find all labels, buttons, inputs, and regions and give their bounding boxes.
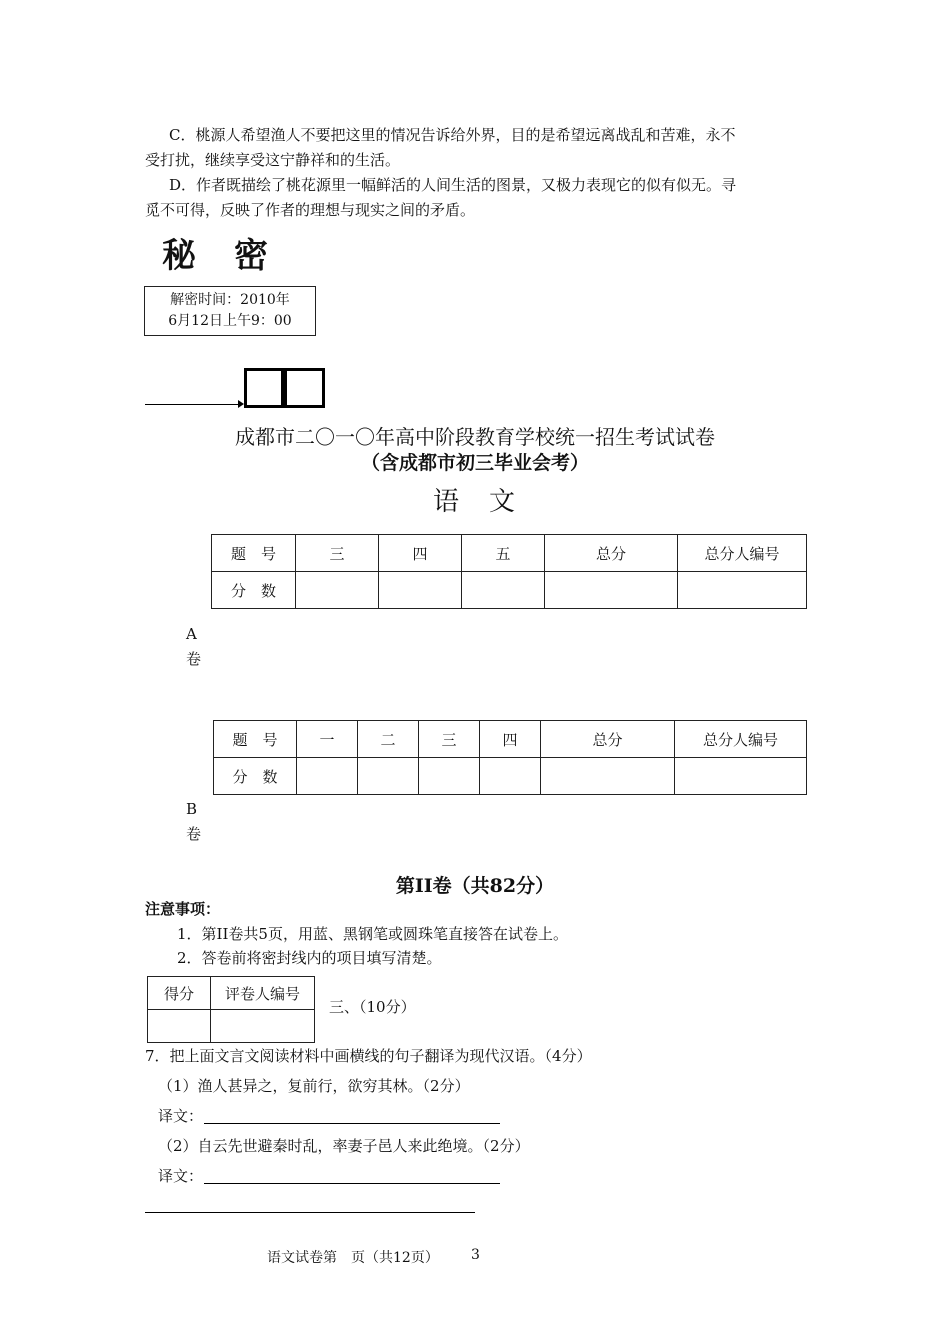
answer-2-line[interactable] xyxy=(204,1183,500,1184)
table-b-header: 二 xyxy=(358,721,419,758)
option-c-line1: C．桃源人希望渔人不要把这里的情况告诉给外界，目的是希望远离战乱和苦难，永不 xyxy=(169,126,736,144)
exam-title: 成都市二〇一〇年高中阶段教育学校统一招生考试试卷 xyxy=(235,425,715,449)
decrypt-line1: 解密时间：2010年 xyxy=(170,292,290,308)
number-box-1 xyxy=(244,368,284,408)
decrypt-line2: 6月12日上午9：00 xyxy=(168,313,292,329)
grader-id-header: 评卷人编号 xyxy=(211,977,315,1010)
table-b-header: 总分 xyxy=(541,721,675,758)
table-a-header: 四 xyxy=(379,535,462,572)
score-table-a xyxy=(211,534,807,609)
answer-extra-line[interactable] xyxy=(145,1212,475,1213)
table-b-header: 三 xyxy=(419,721,480,758)
option-c-line2: 受打扰，继续享受这宁静祥和的生活。 xyxy=(145,151,401,169)
question-7-2: （2）自云先世避秦时乱，率妻子邑人来此绝境。（2分） xyxy=(158,1137,530,1155)
table-a-cell[interactable] xyxy=(545,572,678,609)
table-b-header: 四 xyxy=(480,721,541,758)
grader-table xyxy=(147,976,315,1043)
table-b-cell[interactable] xyxy=(358,758,419,795)
table-a-cell[interactable] xyxy=(462,572,545,609)
decrypt-time-box xyxy=(144,286,316,336)
table-b-cell[interactable] xyxy=(541,758,675,795)
table-b-cell[interactable] xyxy=(480,758,541,795)
label-a-juan: 卷 xyxy=(186,650,202,668)
grader-id-cell[interactable] xyxy=(211,1010,315,1043)
question-7-1: （1）渔人甚异之，复前行，欲穷其林。（2分） xyxy=(158,1077,470,1095)
table-a-header: 五 xyxy=(462,535,545,572)
table-b-header: 题 号 xyxy=(214,721,297,758)
table-a-header: 题 号 xyxy=(212,535,296,572)
question-7-stem: 7．把上面文言文阅读材料中画横线的句子翻译为现代汉语。（4分） xyxy=(145,1047,592,1065)
answer-1-line[interactable] xyxy=(204,1123,500,1124)
answer-1-label: 译文： xyxy=(158,1107,204,1125)
label-b: B xyxy=(186,800,198,818)
note-2: 2．答卷前将密封线内的项目填写清楚。 xyxy=(177,949,442,967)
subject-title: 语 文 xyxy=(432,487,517,517)
table-a-cell[interactable] xyxy=(379,572,462,609)
footer-text: 语文试卷第 页（共12页） xyxy=(267,1250,439,1266)
table-a-cell[interactable] xyxy=(678,572,807,609)
table-a-cell[interactable] xyxy=(296,572,379,609)
table-a-header: 总分 xyxy=(545,535,678,572)
table-b-row-label: 分 数 xyxy=(214,758,297,795)
option-d-line1: D．作者既描绘了桃花源里一幅鲜活的人间生活的图景，又极力表现它的似有似无。寻 xyxy=(169,176,737,194)
table-a-header: 三 xyxy=(296,535,379,572)
page-number: 3 xyxy=(471,1247,480,1263)
part2-title: 第II卷（共82分） xyxy=(395,875,555,897)
label-a: A xyxy=(186,625,197,643)
grader-score-cell[interactable] xyxy=(148,1010,211,1043)
notes-title: 注意事项： xyxy=(145,900,221,918)
section-three-title: 三、（10分） xyxy=(329,998,416,1016)
table-b-header: 一 xyxy=(297,721,358,758)
score-table-b xyxy=(213,720,807,795)
arrow-line xyxy=(145,404,241,405)
table-b-header: 总分人编号 xyxy=(675,721,807,758)
table-b-cell[interactable] xyxy=(675,758,807,795)
option-d-line2: 觅不可得，反映了作者的理想与现实之间的矛盾。 xyxy=(145,201,476,219)
exam-subtitle: （含成都市初三毕业会考） xyxy=(360,452,589,474)
table-b-cell[interactable] xyxy=(297,758,358,795)
table-a-header: 总分人编号 xyxy=(678,535,807,572)
answer-2-label: 译文： xyxy=(158,1167,204,1185)
grader-score-header: 得分 xyxy=(148,977,211,1010)
table-b-cell[interactable] xyxy=(419,758,480,795)
table-a-row-label: 分 数 xyxy=(212,572,296,609)
secret-label: 秘 密 xyxy=(162,236,270,276)
label-b-juan: 卷 xyxy=(186,825,202,843)
note-1: 1．第II卷共5页，用蓝、黑钢笔或圆珠笔直接答在试卷上。 xyxy=(177,925,568,943)
number-box-2 xyxy=(284,368,325,408)
